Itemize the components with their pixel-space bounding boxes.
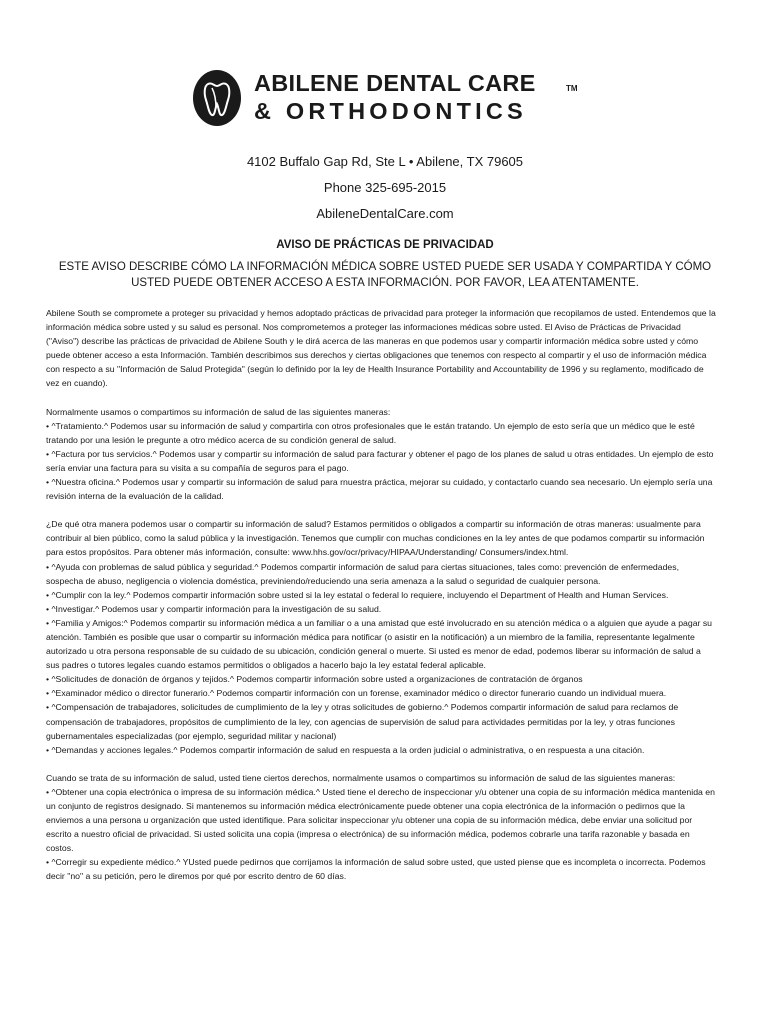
uses-item-office: • ^Nuestra oficina.^ Podemos usar y compartir su información de salud para rnuestra práctica, mejorar su cuidado, y contactarlo cuando sea necesario. Un ejemplo sería una revisión interna de la evaluación de la calidad. xyxy=(46,477,713,502)
uses-item-treatment: • ^Tratamiento.^ Podemos usar su información de salud y compartirla con otros profesionales que le están tratando. Un ejemplo de esto sería que un médico que le esté tratando por una lesión le pregunte a otro médico acerca de su condición general de salud. xyxy=(46,420,695,445)
notice-body xyxy=(46,306,716,884)
clinic-address: 4102 Buffalo Gap Rd, Ste L • Abilene, TX 79605 xyxy=(246,154,524,169)
other-item-research: • ^Investigar.^ Podemos usar y compartir información para la investigación de su salud. xyxy=(46,603,382,614)
other-item-workers-comp: • ^Compensación de trabajadores, solicitudes de cumplimiento de la ley y otras solicitudes de gobierno.^ Podemos compartir información de salud para reclamos de compensación de trabajadores, propósitos de cumplimiento de la ley, con agencias de supervisión de salud para actividades permitidas por la ley, y otras funciones gubernamentales especializadas (por ejemplo, seguridad militar y nacional) xyxy=(46,702,679,741)
other-item-lawsuits: • ^Demandas y acciones legales.^ Podemos compartir información de salud en respuesta a la orden judicial o administrativa, o en respuesta a una citación. xyxy=(46,744,645,755)
rights-item-copy: • ^Obtener una copia electrónica o impresa de su información médica.^ Usted tiene el derecho de inspeccionar y/u obtener una copia de su información médica mantenida en un conjunto de registros designado. Si mantenemos su información médica electrónicamente puede obtener una copia electrónica de la información o pedirnos que la enviemos a una persona u organización que usted identifique. Para solicitar inspeccionar y/u obtener una copia de su información médica, debe enviar una solicitud por escrito a nuestro oficial de privacidad. Si usted solicita una copia (impresa o electrónica) de su información médica, podemos cobrarle una tarifa razonable y basada en costos. xyxy=(46,786,715,854)
logo-line-1: ABILENE DENTAL CARE xyxy=(254,70,536,96)
tooth-logo-icon xyxy=(192,68,248,128)
other-item-medical-examiner: • ^Examinador médico o director funerario.^ Podemos compartir información con un forense, examinador médico o director funerario cuando un individual muera. xyxy=(46,688,667,699)
notice-subtitle: ESTE AVISO DESCRIBE CÓMO LA INFORMACIÓN MÉDICA SOBRE USTED PUEDE SER USADA Y COMPARTIDA Y CÓMO USTED PUEDE OBTENER ACCESO A ESTA INFORMACIÓN. POR FAVOR, LEA ATENTAMENTE. xyxy=(58,261,712,289)
other-item-organ-donation: • ^Solicitudes de donación de órganos y tejidos.^ Podemos compartir información sobre usted a organizaciones de contratación de órganos xyxy=(46,674,583,685)
logo-trademark: TM xyxy=(566,84,578,93)
rights-item-correct: • ^Corregir su expediente médico.^ YUsted puede pedirnos que corrijamos la información de salud sobre usted, que usted piense que es incompleta o incorrecta. Podemos decir "no" a su petición, pero le diremos por qué por escrito dentro de 60 días. xyxy=(46,857,706,882)
other-uses-heading: ¿De qué otra manera podemos usar o compartir su información de salud? Estamos permitidos o obligados a compartir su información de otras maneras: usualmente para contribuir al bien público, como la salud pública y la investigación. Tenemos que cumplir con muchas condiciones en la ley antes de que podamos compartir su información para estos propósitos. Para obtener más información, consulte: www.hhs.gov/ocr/privacy/HIPAA/Understanding/ Consumers/index.html. xyxy=(46,519,705,558)
uses-item-billing: • ^Factura por tus servicios.^ Podemos usar y compartir su información de salud para facturar y obtener el pago de los planes de salud u otras entidades. Un ejemplo de esto sería enviar una factura para su visita a su compañía de seguros para el pago. xyxy=(46,448,714,473)
logo-line-2: & ORTHODONTICS xyxy=(254,98,527,124)
other-item-law: • ^Cumplir con la ley.^ Podemos compartir información sobre usted si la ley estatal o federal lo requiere, incluyendo el Department of Health and Human Services. xyxy=(46,589,669,600)
clinic-logo xyxy=(192,68,592,132)
clinic-phone: Phone 325-695-2015 xyxy=(323,180,447,195)
intro-paragraph: Abilene South se compromete a proteger su privacidad y hemos adoptado prácticas de privacidad para proteger la información que recopilamos de usted. Entendemos que la información médica sobre usted y su salud es personal. Nos comprometemos a proteger las informaciones médicas sobre usted. El Aviso de Prácticas de Privacidad ("Aviso") describe las prácticas de privacidad de Abilene South y le dirá acerca de las maneras en que podemos usar y compartir información médica sobre usted y cómo puede obtener acceso a esta Información. También describimos sus derechos y ciertas obligaciones que tenemos con respecto al compartir y el uso de información médica con respecto a su "Información de Salud Protegida" (según lo definido por la ley de Health Insurance Portability and Accountability de 1996 y su reglamento, modificado de vez en cuando). xyxy=(46,308,716,389)
notice-title: AVISO DE PRÁCTICAS DE PRIVACIDAD xyxy=(276,239,494,251)
other-item-public-health: • ^Ayuda con problemas de salud pública y seguridad.^ Podemos compartir información de salud para ciertas situaciones, tales como: prevención de enfermedades, sospecha de abuso, negligencia o violencia doméstica, previniendo/reduciendo una seria amenaza a la salud o seguridad de cualquier persona. xyxy=(46,561,680,586)
clinic-website: AbileneDentalCare.com xyxy=(316,206,454,221)
uses-heading: Normalmente usamos o compartimos su información de salud de las siguientes maneras: xyxy=(46,406,391,417)
rights-heading: Cuando se trata de su información de salud, usted tiene ciertos derechos, normalmente usamos o compartimos su información de salud de las siguientes maneras: xyxy=(46,772,676,783)
other-item-family: • ^Familia y Amigos:^ Podemos compartir su información médica a un familiar o a una amistad que esté involucrado en su atención médica o a alguien que ayude a pagar su atención. También es posible que usar o compartir su información médica para notificar (o asistir en la notificación) a un miembro de la familia, representante legalmente autorizado u otra persona responsable de su cuidado de su ubicación, condición general o muerte. Si usted es menor de edad, podemos liberar su información de salud a sus padres o tutores legales cuando estamos permitidos o obligados a hacerlo bajo la ley estatal federal aplicable. xyxy=(46,617,713,671)
